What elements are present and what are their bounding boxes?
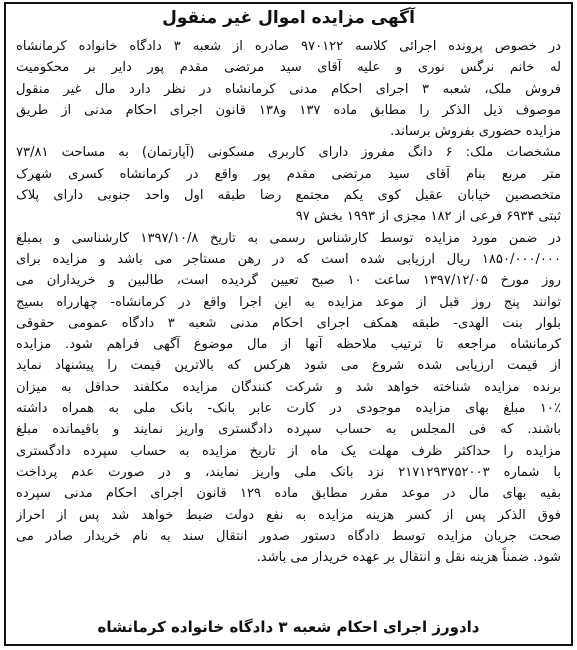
notice-line: در ضمن مورد مزایده توسط کارشناس رسمی به تاریخ ۱۳۹۷/۱۰/۸ کارشناسی و بمبلغ [16, 230, 561, 246]
notice-line: له خانم نرگس نوری و علیه آقای سید مرتضی مقدم پور دایر بر محکومیت [16, 60, 561, 76]
notice-title: آگهی مزایده اموال غیر منقول [162, 8, 415, 28]
notice-body [16, 36, 561, 568]
notice-line: مزایده حضوری بفروش برساند. [390, 124, 561, 140]
notice-line: بلوار بنت الهدی- طبقه همکف اجرای احکام مدنی شعبه ۳ دادگاه عمومی حقوقی [16, 315, 561, 331]
notice-line: در خصوص پرونده اجرائی کلاسه ۹۷۰۱۲۲ صادره از شعبه ۳ دادگاه خانواده کرمانشاه [16, 39, 561, 54]
notice-line: توانند پنج روز قبل از موعد مزایده به این اجرا واقع در کرمانشاه- چهارراه بسیج [16, 294, 561, 310]
notice-line: مزایده را حداکثر ظرف مهلت یک ماه از تاریخ مزایده به حساب سپرده دادگستری [16, 443, 561, 459]
notice-line: بقیه بهای مال در موعد مقرر مطابق ماده ۱۲۹ قانون اجرای احکام مدنی سپرده [16, 486, 561, 502]
notice-line: از قیمت ارزیابی شده شروع می شود هرکس که بالاترین قیمت را پیشنهاد نماید [16, 358, 561, 374]
notice-line: با شماره ۲۱۷۱۲۹۳۷۵۲۰۰۳ نزد بانک ملی واریز نمایند، و در صورت عدم پرداخت [16, 464, 561, 480]
notice-line: روز مورخ ۱۳۹۷/۱۲/۰۵ ساعت ۱۰ صبح تعیین گردیده است، طالبین و خریداران می [16, 273, 561, 289]
notice-line: ثبتی ۶۹۳۴ فرعی از ۱۸۲ مجزی از ۱۹۹۳ بخش ۹۷ [295, 209, 561, 225]
notice-line: شود. ضمناً هزینه نقل و انتقال بر عهده خریدار می باشد. [256, 550, 561, 566]
notice-line: کرمانشاه مراجعه تا ترتیب ملاحظه آنها از مال موضوع آگهی فراهم شود. مزایده [16, 337, 561, 353]
notice-line: متخصصین خیابان عقیل کوی یکم مجتمع رضا طبقه اول واحد جنوبی دارای پلاک [16, 188, 561, 204]
notice-line: ۱۸۵۰/۰۰۰/۰۰۰ ریال ارزیابی شده است که در رهن مستاجر می باشد و مزایده برای [16, 251, 561, 267]
notice-line: مشخصات ملک: ۶ دانگ مفروز دارای کاربری مسکونی (آپارتمان) به مساحت ۷۳/۸۱ [16, 145, 561, 161]
notice-line: باشند. که فی المجلس به حساب سپرده دادگستری واریز نمایند و باقیمانده مبلغ [16, 422, 561, 438]
notice-line: فوق الذکر پس از کسر هزینه مزایده به نفع دولت ضبط خواهد شد پس از احراز [16, 507, 561, 523]
notice-line: ۱۰٪ مبلغ بهای مزایده موجودی در کارت عابر بانک- بانک ملی به همراه داشته [16, 401, 561, 417]
notice-line: متر مربع بنام آقای سید مرتضی مقدم پور واقع در کرمانشاه کسری شهرک [16, 166, 561, 182]
notice-line: فروش ملک، شعبه ۳ اجرای احکام مدنی کرمانشاه در نظر دارد مال غیر منقول [16, 81, 561, 97]
notice-signature: دادورز اجرای احکام شعبه ۳ دادگاه خانواده کرمانشاه [97, 618, 480, 636]
notice-line: موصوف ذیل الذکر را مطابق ماده ۱۳۷ و۱۳۸ قانون اجرای احکام مدنی از طریق [16, 102, 561, 118]
notice-line: برنده مزایده شناخته خواهد شد و شرکت کنندگان مزایده مکلفند حداقل به میزان [16, 379, 561, 395]
notice-line: صحت جریان مزایده توسط دادگاه دستور صدور انتقال سند به نام خریدار صادر می [16, 528, 561, 544]
